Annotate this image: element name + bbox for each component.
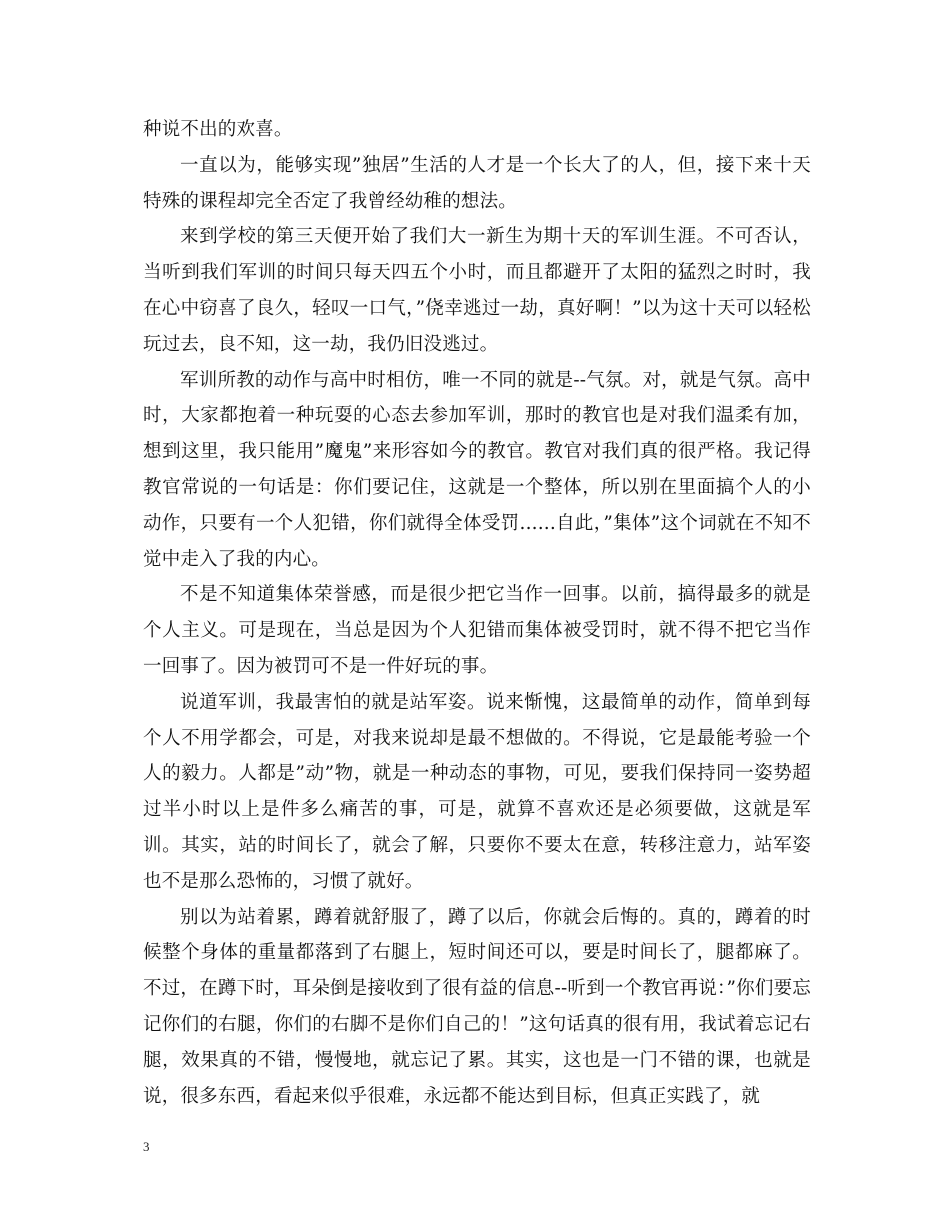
paragraph-1: 种说不出的欢喜。 [143,119,293,140]
body-text [143,112,811,1114]
paragraph-3: 来到学校的第三天便开始了我们大一新生为期十天的军训生涯。不可否认，当听到我们军训的时间只每天四五个小时，而且都避开了太阳的猛烈之时时，我在心中窃喜了良久，轻叹一口气，”侥幸逃过一劫，真好啊！”以为这十天可以轻松玩过去，良不知，这一劫，我仍旧没逃过。 [143,226,811,355]
paragraph-5: 不是不知道集体荣誉感，而是很少把它当作一回事。以前，搞得最多的就是个人主义。可是现在，当总是因为个人犯错而集体被受罚时，就不得不把它当作一回事了。因为被罚可不是一件好玩的事。 [143,584,811,677]
page-number: 3 [143,1139,150,1154]
paragraph-6: 说道军训，我最害怕的就是站军姿。说来惭愧，这最简单的动作，简单到每个人不用学都会，可是，对我来说却是最不想做的。不得说，它是最能考验一个人的毅力。人都是”动”物，就是一种动态的事物，可见，要我们保持同一姿势超过半小时以上是件多么痛苦的事，可是，就算不喜欢还是必须要做，这就是军训。其实，站的时间长了，就会了解，只要你不要太在意，转移注意力，站军姿也不是那么恐怖的，习惯了就好。 [143,691,811,892]
paragraph-4: 军训所教的动作与高中时相仿，唯一不同的就是--气氛。对，就是气氛。高中时，大家都抱着一种玩耍的心态去参加军训，那时的教官也是对我们温柔有加，想到这里，我只能用”魔鬼”来形容如今的教官。教官对我们真的很严格。我记得教官常说的一句话是：你们要记住，这就是一个整体，所以别在里面搞个人的小动作，只要有一个人犯错，你们就得全体受罚......自此，”集体”这个词就在不知不觉中走入了我的内心。 [143,369,811,570]
paragraph-7: 别以为站着累，蹲着就舒服了，蹲了以后，你就会后悔的。真的，蹲着的时候整个身体的重量都落到了右腿上，短时间还可以，要是时间长了，腿都麻了。不过，在蹲下时，耳朵倒是接收到了很有益的信息--听到一个教官再说：”你们要忘记你们的右腿，你们的右脚不是你们自己的！”这句话真的很有用，我试着忘记右腿，效果真的不错，慢慢地，就忘记了累。其实，这也是一门不错的课，也就是说，很多东西，看起来似乎很难，永远都不能达到目标，但真正实践了，就 [143,906,811,1107]
paragraph-2: 一直以为，能够实现”独居”生活的人才是一个长大了的人，但，接下来十天特殊的课程却完全否定了我曾经幼稚的想法。 [143,154,811,212]
